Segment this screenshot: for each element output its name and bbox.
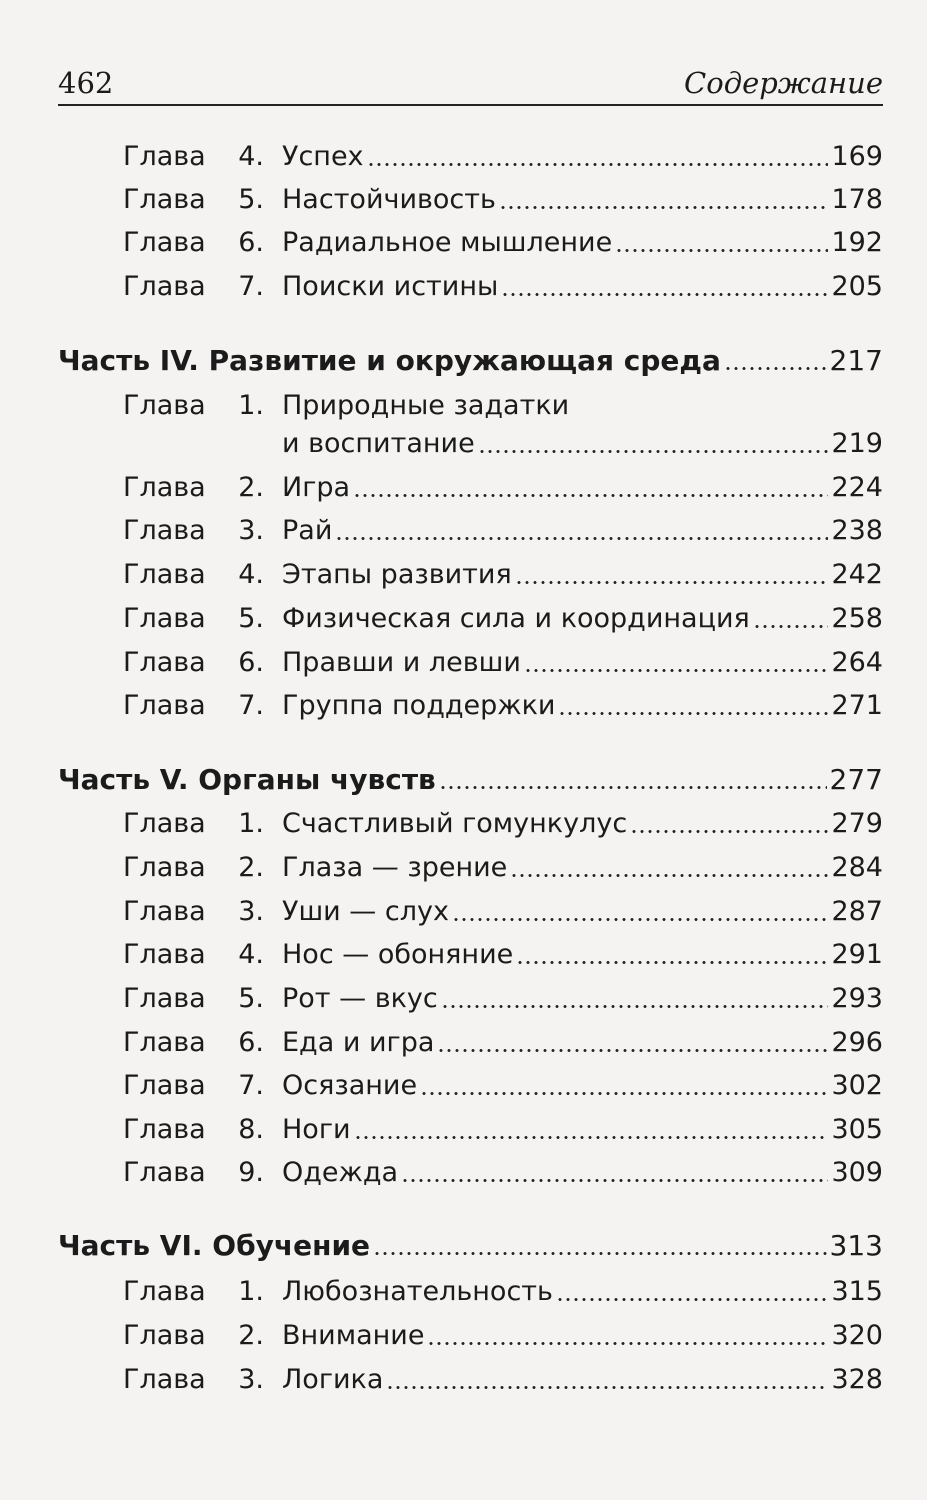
chapter-number: 5.: [238, 603, 264, 634]
toc-chapter-entry: [0, 553, 927, 597]
chapter-number: 5.: [238, 184, 264, 215]
page-ref: 271: [831, 690, 883, 721]
chapter-number: 3.: [238, 1364, 264, 1395]
chapter-number: 2.: [238, 852, 264, 883]
dot-leader: [354, 1136, 829, 1139]
page-ref: 305: [831, 1114, 883, 1145]
dot-leader: [501, 293, 828, 296]
dot-leader: [516, 961, 828, 964]
page-ref: 178: [831, 184, 883, 215]
page-ref: 277: [829, 763, 883, 796]
dot-leader: [615, 249, 828, 252]
dot-leader: [452, 918, 829, 921]
chapter-label: Глава: [123, 227, 206, 258]
toc-chapter-entry: [0, 684, 927, 728]
chapter-label: Глава: [123, 1027, 206, 1058]
page-ref: 309: [831, 1157, 883, 1188]
chapter-number: 6.: [238, 647, 264, 678]
chapter-title: Внимание: [282, 1320, 425, 1351]
dot-leader: [427, 1342, 828, 1345]
dot-leader: [386, 1386, 828, 1389]
toc-part-entry: [58, 758, 883, 802]
chapter-title-line1: Природные задатки: [282, 390, 570, 421]
dot-leader: [335, 537, 828, 540]
dot-leader: [401, 1179, 828, 1182]
chapter-number: 7.: [238, 271, 264, 302]
toc-chapter-entry: [0, 178, 927, 222]
dot-leader: [367, 163, 829, 166]
toc-chapter-entry: [0, 1064, 927, 1108]
toc-chapter-entry: [0, 466, 927, 510]
toc-chapter-entry: [0, 597, 927, 641]
part-title: Часть IV. Развитие и окружающая среда: [58, 344, 721, 377]
chapter-label: Глава: [123, 390, 206, 421]
page-ref: 291: [831, 939, 883, 970]
toc-chapter-entry: [0, 1314, 927, 1358]
toc-chapter-entry: [0, 1358, 927, 1402]
chapter-title: Группа поддержки: [282, 690, 556, 721]
dot-leader: [437, 1049, 828, 1052]
chapter-title: Глаза — зрение: [282, 852, 508, 883]
part-title: Часть V. Органы чувств: [58, 763, 436, 796]
chapter-number: 4.: [238, 559, 264, 590]
chapter-label: Глава: [123, 515, 206, 546]
chapter-title: Рай: [282, 515, 333, 546]
chapter-title: Правши и левши: [282, 647, 521, 678]
toc-chapter-entry: [0, 135, 927, 179]
chapter-title: Этапы развития: [282, 559, 512, 590]
page-ref: 238: [831, 515, 883, 546]
chapter-title: Рот — вкус: [282, 983, 438, 1014]
page-ref: 320: [831, 1320, 883, 1351]
chapter-number: 6.: [238, 227, 264, 258]
chapter-label: Глава: [123, 1070, 206, 1101]
chapter-title: Ноги: [282, 1114, 351, 1145]
chapter-label: Глава: [123, 1320, 206, 1351]
chapter-number: 9.: [238, 1157, 264, 1188]
dot-leader: [510, 874, 828, 877]
chapter-label: Глава: [123, 690, 206, 721]
chapter-label: Глава: [123, 559, 206, 590]
chapter-number: 5.: [238, 983, 264, 1014]
chapter-label: Глава: [123, 983, 206, 1014]
page-header: [58, 56, 883, 106]
chapter-label: Глава: [123, 647, 206, 678]
chapter-number: 1.: [238, 390, 264, 421]
dot-leader: [753, 625, 829, 628]
toc-chapter-entry: [0, 1108, 927, 1152]
dot-leader: [724, 367, 827, 370]
toc-part-entry: [58, 339, 883, 383]
chapter-label: Глава: [123, 939, 206, 970]
chapter-title: Настойчивость: [282, 184, 496, 215]
chapter-number: 3.: [238, 515, 264, 546]
page-ref: 258: [831, 603, 883, 634]
page-ref: 296: [831, 1027, 883, 1058]
dot-leader: [515, 581, 829, 584]
page-ref: 169: [831, 141, 883, 172]
toc-chapter-entry: [0, 890, 927, 934]
page-ref: 242: [831, 559, 883, 590]
chapter-label: Глава: [123, 1276, 206, 1307]
page-ref: 287: [831, 896, 883, 927]
toc-chapter-entry: [0, 846, 927, 890]
chapter-number: 1.: [238, 1276, 264, 1307]
chapter-label: Глава: [123, 852, 206, 883]
toc-chapter-entry: [0, 221, 927, 265]
dot-leader: [524, 669, 829, 672]
chapter-title: Успех: [282, 141, 364, 172]
chapter-title: Еда и игра: [282, 1027, 435, 1058]
chapter-title: Логика: [282, 1364, 384, 1395]
chapter-number: 2.: [238, 1320, 264, 1351]
chapter-title: Осязание: [282, 1070, 418, 1101]
dot-leader: [630, 830, 828, 833]
page-ref: 224: [831, 472, 883, 503]
chapter-title: Нос — обоняние: [282, 939, 514, 970]
dot-leader: [353, 494, 828, 497]
chapter-number: 4.: [238, 939, 264, 970]
page-ref: 315: [831, 1276, 883, 1307]
chapter-number: 7.: [238, 1070, 264, 1101]
dot-leader: [478, 450, 829, 453]
page-ref: 302: [831, 1070, 883, 1101]
chapter-title: Счастливый гомункулус: [282, 808, 628, 839]
chapter-number: 3.: [238, 896, 264, 927]
chapter-number: 2.: [238, 472, 264, 503]
toc-chapter-entry-continued: [0, 422, 927, 466]
chapter-number: 7.: [238, 690, 264, 721]
page-ref: 205: [831, 271, 883, 302]
chapter-label: Глава: [123, 1157, 206, 1188]
chapter-number: 8.: [238, 1114, 264, 1145]
chapter-title: Поиски истины: [282, 271, 499, 302]
toc-chapter-entry: [0, 1151, 927, 1195]
chapter-label: Глава: [123, 896, 206, 927]
chapter-title: Любознательность: [282, 1276, 553, 1307]
toc-chapter-entry: [0, 1021, 927, 1065]
toc-chapter-entry: [0, 802, 927, 846]
dot-leader: [558, 712, 828, 715]
page-ref: 217: [829, 344, 883, 377]
chapter-label: Глава: [123, 472, 206, 503]
page-ref: 192: [831, 227, 883, 258]
toc-chapter-entry: [0, 933, 927, 977]
chapter-title: Радиальное мышление: [282, 227, 613, 258]
dot-leader: [373, 1252, 827, 1255]
toc-chapter-entry: [0, 509, 927, 553]
chapter-label: Глава: [123, 184, 206, 215]
chapter-label: Глава: [123, 141, 206, 172]
page-ref: 328: [831, 1364, 883, 1395]
page-ref: 313: [829, 1229, 883, 1262]
running-title: Содержание: [684, 66, 883, 100]
toc-chapter-entry: [0, 1270, 927, 1314]
chapter-label: Глава: [123, 808, 206, 839]
chapter-label: Глава: [123, 1364, 206, 1395]
dot-leader: [420, 1092, 828, 1095]
dot-leader: [556, 1298, 829, 1301]
chapter-number: 1.: [238, 808, 264, 839]
chapter-title: Уши — слух: [282, 896, 449, 927]
toc-chapter-entry: [0, 977, 927, 1021]
page-number: 462: [58, 66, 114, 100]
page-ref: 219: [831, 428, 883, 459]
chapter-title: Физическая сила и координация: [282, 603, 750, 634]
chapter-number: 4.: [238, 141, 264, 172]
toc-chapter-entry: [0, 265, 927, 309]
page-ref: 279: [831, 808, 883, 839]
dot-leader: [439, 786, 827, 789]
page-ref: 284: [831, 852, 883, 883]
chapter-title: и воспитание: [282, 428, 475, 459]
dot-leader: [441, 1005, 829, 1008]
chapter-label: Глава: [123, 603, 206, 634]
chapter-title: Одежда: [282, 1157, 399, 1188]
page-ref: 264: [831, 647, 883, 678]
chapter-label: Глава: [123, 271, 206, 302]
part-title: Часть VI. Обучение: [58, 1229, 371, 1262]
chapter-title: Игра: [282, 472, 351, 503]
page-ref: 293: [831, 983, 883, 1014]
toc-chapter-entry: [0, 641, 927, 685]
chapter-number: 6.: [238, 1027, 264, 1058]
dot-leader: [499, 206, 829, 209]
chapter-label: Глава: [123, 1114, 206, 1145]
toc-part-entry: [58, 1224, 883, 1268]
